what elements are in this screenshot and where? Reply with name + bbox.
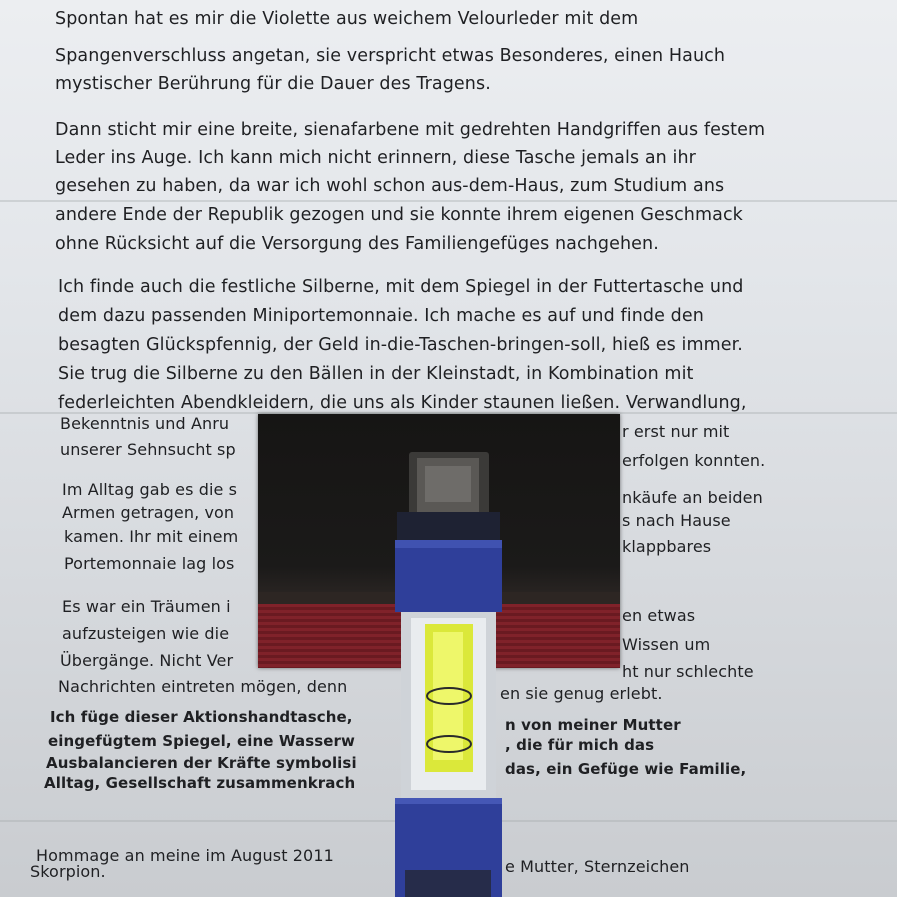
text-line: Sie trug die Silberne zu den Bällen in der Kleinstadt, in Kombination mit bbox=[58, 364, 694, 384]
text-line: Hommage an meine im August 2011 bbox=[36, 846, 334, 865]
level-blue-lower-highlight bbox=[395, 798, 502, 804]
text-line: eingefügtem Spiegel, eine Wasserw bbox=[48, 732, 355, 750]
text-line: aufzusteigen wie die bbox=[62, 624, 230, 643]
text-line: s nach Hause bbox=[622, 511, 731, 530]
text-line: gesehen zu haben, da war ich wohl schon aus-dem-Haus, zum Studium ans bbox=[55, 176, 725, 196]
text-line: Dann sticht mir eine breite, sienafarbene mit gedrehten Handgriffen aus festem bbox=[55, 120, 766, 140]
text-line: Spangenverschluss angetan, sie verspricht etwas Besonderes, einen Hauch bbox=[55, 46, 726, 66]
text-line: das, ein Gefüge wie Familie, bbox=[505, 760, 747, 778]
level-blue-highlight bbox=[395, 540, 502, 548]
paper-fold bbox=[0, 200, 897, 202]
text-line: en etwas bbox=[622, 606, 696, 625]
text-line: Ausbalancieren der Kräfte symbolisi bbox=[46, 754, 357, 772]
text-line: Es war ein Träumen i bbox=[62, 597, 231, 616]
text-line: Leder ins Auge. Ich kann mich nicht erinnern, diese Tasche jemals an ihr bbox=[55, 148, 696, 168]
text-line: Alltag, Gesellschaft zusammenkrach bbox=[44, 774, 356, 792]
text-line: Skorpion. bbox=[30, 862, 106, 881]
text-line: en sie genug erlebt. bbox=[500, 684, 663, 703]
text-line: Wissen um bbox=[622, 635, 711, 654]
level-vial-glow bbox=[433, 632, 463, 760]
level-base bbox=[405, 870, 491, 897]
text-line: unserer Sehnsucht sp bbox=[60, 440, 236, 459]
text-line: r erst nur mit bbox=[622, 422, 730, 441]
text-line: Ich finde auch die festliche Silberne, mit dem Spiegel in der Futtertasche und bbox=[58, 277, 744, 297]
text-line: besagten Glückspfennig, der Geld in-die-Taschen-bringen-soll, hieß es immer. bbox=[58, 335, 743, 355]
text-line: Nachrichten eintreten mögen, denn bbox=[58, 677, 348, 696]
text-line: federleichten Abendkleidern, die uns als Kinder staunen ließen. Verwandlung, bbox=[58, 393, 747, 413]
level-metal-inset bbox=[425, 466, 471, 502]
text-line: Übergänge. Nicht Ver bbox=[60, 651, 234, 670]
text-line: Ich füge dieser Aktionshandtasche, bbox=[50, 708, 353, 726]
level-blue-block bbox=[395, 540, 502, 612]
spirit-level bbox=[395, 452, 502, 897]
text-line: Im Alltag gab es die s bbox=[62, 480, 238, 499]
level-body-dark bbox=[397, 512, 500, 542]
text-line: erfolgen konnten. bbox=[622, 451, 766, 470]
text-line: dem dazu passenden Miniportemonnaie. Ich mache es auf und finde den bbox=[58, 306, 704, 326]
text-line: Portemonnaie lag los bbox=[64, 554, 235, 573]
text-line: ht nur schlechte bbox=[622, 662, 754, 681]
text-line: klappbares bbox=[622, 537, 712, 556]
text-line: e Mutter, Sternzeichen bbox=[505, 857, 690, 876]
text-line: Spontan hat es mir die Violette aus weichem Velourleder mit dem bbox=[55, 9, 639, 29]
text-line: n von meiner Mutter bbox=[505, 716, 681, 734]
text-line: andere Ende der Republik gezogen und sie konnte ihrem eigenen Geschmack bbox=[55, 205, 743, 225]
text-line: Bekenntnis und Anru bbox=[60, 414, 230, 433]
text-line: mystischer Berührung für die Dauer des Tragens. bbox=[55, 74, 491, 94]
text-line: , die für mich das bbox=[505, 736, 655, 754]
text-line: nkäufe an beiden bbox=[622, 488, 763, 507]
text-line: ohne Rücksicht auf die Versorgung des Familiengefüges nachgehen. bbox=[55, 234, 659, 254]
text-line: Armen getragen, von bbox=[62, 503, 235, 522]
spirit-level-drawing bbox=[395, 452, 502, 897]
text-line: kamen. Ihr mit einem bbox=[64, 527, 239, 546]
